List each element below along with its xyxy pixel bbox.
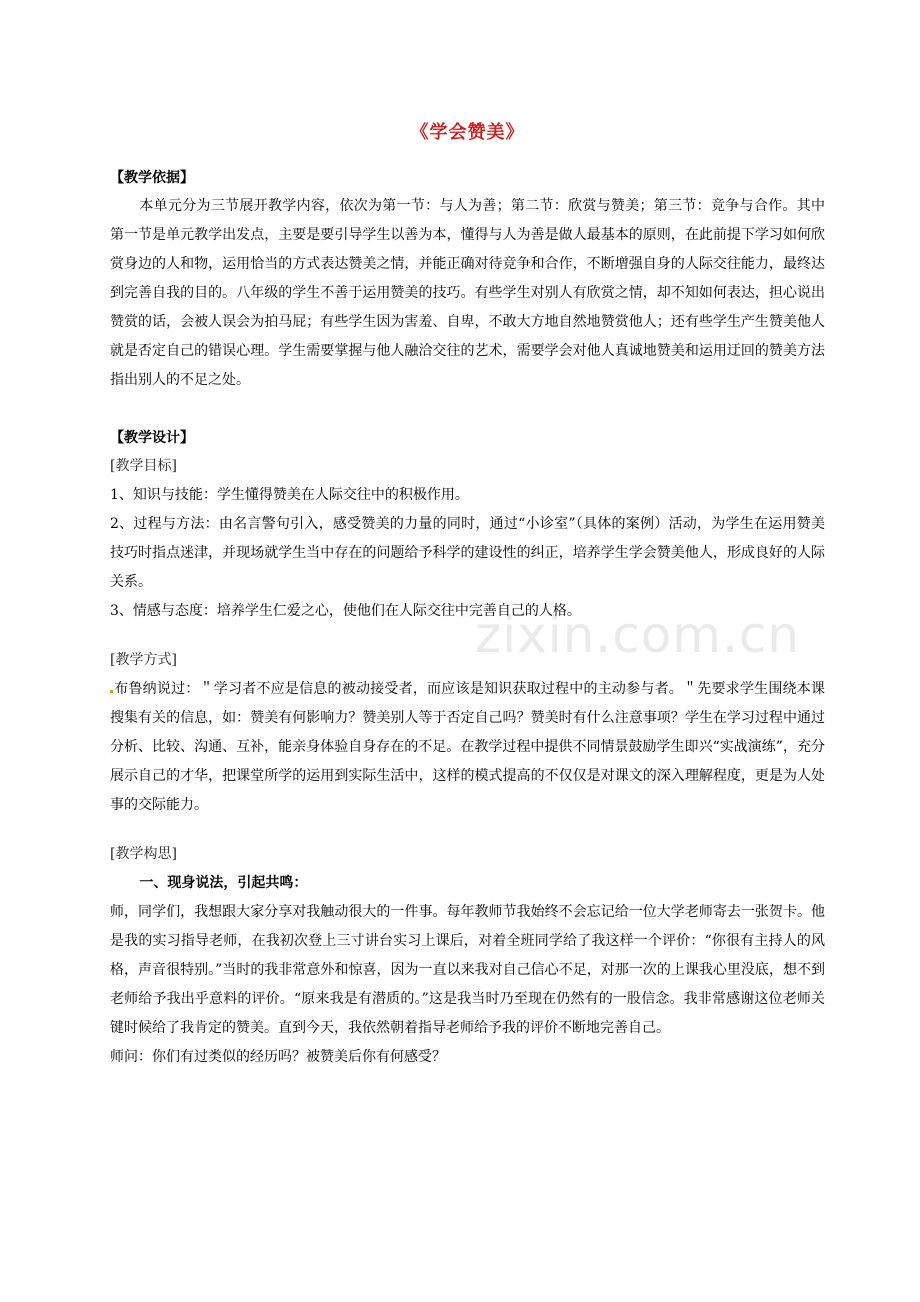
- section-heading-basis: 【教学依据】: [110, 170, 194, 186]
- goal-item-2: 2、过程与方法：由名言警句引入，感受赞美的力量的同时，通过“小诊室”（具体的案例）活动，为学生在运用赞美技巧时指点迷津，并现场就学生当中存在的问题给予科学的建设性的纠正，培养学生学会赞美他人，形成良好的人际关系。: [110, 516, 825, 590]
- document-page: [110, 118, 825, 1072]
- method-label: [教学方式]: [110, 652, 177, 668]
- goals-label: [教学目标]: [110, 458, 177, 474]
- watermark: zixin.com.cn: [475, 606, 801, 664]
- step1-question: 师问：你们有过类似的经历吗？被赞美后你有何感受？: [110, 1049, 446, 1065]
- section-heading-design: 【教学设计】: [110, 430, 194, 446]
- goal-item-1: 1、知识与技能：学生懂得赞美在人际交往中的积极作用。: [110, 487, 469, 503]
- step1-title: 一、现身说法，引起共鸣：: [139, 875, 308, 891]
- basis-paragraph: 本单元分为三节展开教学内容，依次为第一节：与人为善；第二节：欣赏与赞美；第三节：竞争与合作。其中第一节是单元教学出发点，主要是要引导学生以善为本，懂得与人为善是做人最基本的原则，在此前提下学习如何欣赏身边的人和物，运用恰当的方式表达赞美之情，并能正确对待竞争和合作，不断增强自身的人际交往能力，最终达到完善自我的目的。八年级的学生不善于运用赞美的技巧。有些学生对别人有欣赏之情，却不知如何表达，担心说出赞赏的话，会被人误会为拍马屁；有些学生因为害羞、自卑，不敢大方地自然地赞赏他人；还有些学生产生赞美他人就是否定自己的错误心理。学生需要掌握与他人融洽交往的艺术，需要学会对他人真诚地赞美和运用迂回的赞美方法指出别人的不足之处。: [110, 198, 825, 388]
- idea-label: [教学构思]: [110, 846, 177, 862]
- step1-paragraph: 师，同学们，我想跟大家分享对我触动很大的一件事。每年教师节我始终不会忘记给一位大学老师寄去一张贺卡。他是我的实习指导老师，在我初次登上三寸讲台实习上课后，对着全班同学给了我这样一个评价：“你很有主持人的风格，声音很特别。”当时的我非常意外和惊喜，因为一直以来我对自己信心不足，对那一次的上课我心里没底，想不到老师给予我出乎意料的评价。“原来我是有潜质的。”这是我当时乃至现在仍然有的一股信念。我非常感谢这位老师关键时候给了我肯定的赞美。直到今天，我依然朝着指导老师给予我的评价不断地完善自己。: [110, 904, 825, 1036]
- marker-dot: [110, 690, 113, 693]
- method-paragraph: [110, 675, 825, 820]
- goal-item-3: 3、情感与态度：培养学生仁爱之心，使他们在人际交往中完善自己的人格。: [110, 603, 581, 619]
- page-title: 《学会赞美》: [410, 122, 525, 143]
- method-text: 布鲁纳说过：＂学习者不应是信息的被动接受者，而应该是知识获取过程中的主动参与者。＂先要求学生围绕本课搜集有关的信息，如：赞美有何影响力？赞美别人等于否定自己吗？赞美时有什么注意事项？学生在学习过程中通过分析、比较、沟通、互补，能亲身体验自身存在的不足。在教学过程中提供不同情景鼓励学生即兴“实战演练”，充分展示自己的才华，把课堂所学的运用到实际生活中，这样的模式提高的不仅仅是对课文的深入理解程度，更是为人处事的交际能力。: [110, 681, 825, 813]
